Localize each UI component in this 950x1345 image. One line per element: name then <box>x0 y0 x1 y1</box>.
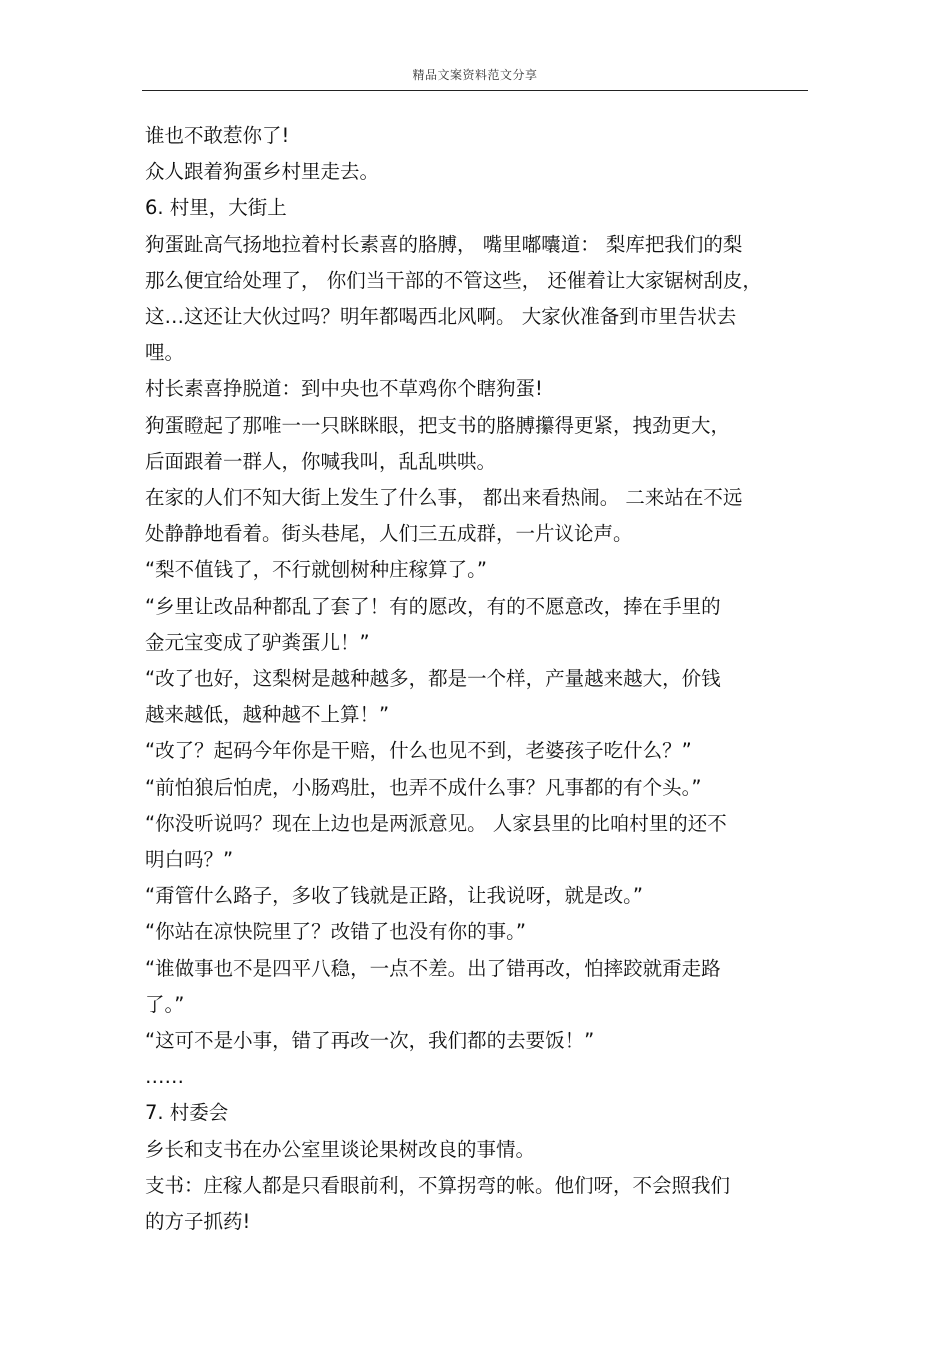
text-line: 哩。 <box>145 341 185 365</box>
text-line: 村长素喜挣脱道：到中央也不草鸡你个瞎狗蛋! <box>145 377 543 401</box>
dialogue-line: “你站在凉快院里了？改错了也没有你的事。” <box>145 920 526 944</box>
dialogue-line: “改了？起码今年你是干赔，什么也见不到，老婆孩子吃什么？” <box>145 739 692 763</box>
dialogue-line: “你没听说吗？现在上边也是两派意见。 人家县里的比咱村里的还不 <box>145 811 727 835</box>
text-line: 后面跟着一群人，你喊我叫，乱乱哄哄。 <box>145 449 497 473</box>
page-header: 精品文案资料范文分享 <box>412 68 538 82</box>
ellipsis-line: …… <box>145 1065 184 1089</box>
text-line: 处静静地看着。街头巷尾，人们三五成群，一片议论声。 <box>145 522 633 546</box>
section-heading: 7. 村委会 <box>145 1101 229 1125</box>
dialogue-line: “谁做事也不是四平八稳，一点不差。出了错再改，怕摔跤就甭走路 <box>145 956 721 980</box>
text-line: 狗蛋瞪起了那唯一一只眯眯眼，把支书的胳膊攥得更紧，拽劲更大， <box>145 413 731 437</box>
header-divider <box>142 90 808 91</box>
dialogue-line: “这可不是小事，错了再改一次，我们都的去要饭！” <box>145 1029 595 1053</box>
dialogue-line: 越来越低，越种越不上算！” <box>145 703 390 727</box>
dialogue-line: 明白吗？” <box>145 848 234 872</box>
text-line: 众人跟着狗蛋乡村里走去。 <box>145 160 380 184</box>
document-body <box>145 118 805 1240</box>
dialogue-line: 金元宝变成了驴粪蛋儿！” <box>145 630 370 654</box>
text-line: 那么便宜给处理了， 你们当干部的不管这些， 还催着让大家锯树刮皮， <box>145 268 762 292</box>
dialogue-line: “前怕狼后怕虎，小肠鸡肚，也弄不成什么事？凡事都的有个头。” <box>145 775 702 799</box>
text-line: 的方子抓药! <box>145 1210 251 1234</box>
text-line: 谁也不敢惹你了! <box>145 124 290 147</box>
dialogue-line: “乡里让改品种都乱了套了！有的愿改，有的不愿意改，捧在手里的 <box>145 594 721 618</box>
dialogue-line: 了。” <box>145 992 185 1016</box>
text-line: 这…这还让大伙过吗？明年都喝西北风啊。 大家伙准备到市里告状去 <box>145 305 737 329</box>
dialogue-line: “梨不值钱了，不行就刨树种庄稼算了。” <box>145 558 487 582</box>
text-line: 在家的人们不知大街上发生了什么事， 都出来看热闹。 二来站在不远 <box>145 486 743 510</box>
section-heading: 6. 村里，大街上 <box>145 196 287 220</box>
text-line: 支书：庄稼人都是只看眼前利，不算拐弯的帐。他们呀，不会照我们 <box>145 1173 731 1197</box>
dialogue-line: “甭管什么路子，多收了钱就是正路，让我说呀，就是改。” <box>145 884 643 908</box>
text-line: 狗蛋趾高气扬地拉着村长素喜的胳膊， 嘴里嘟囔道： 梨库把我们的梨 <box>145 232 743 256</box>
text-line: 乡长和支书在办公室里谈论果树改良的事情。 <box>145 1137 536 1161</box>
dialogue-line: “改了也好，这梨树是越种越多，都是一个样，产量越来越大，价钱 <box>145 667 721 691</box>
